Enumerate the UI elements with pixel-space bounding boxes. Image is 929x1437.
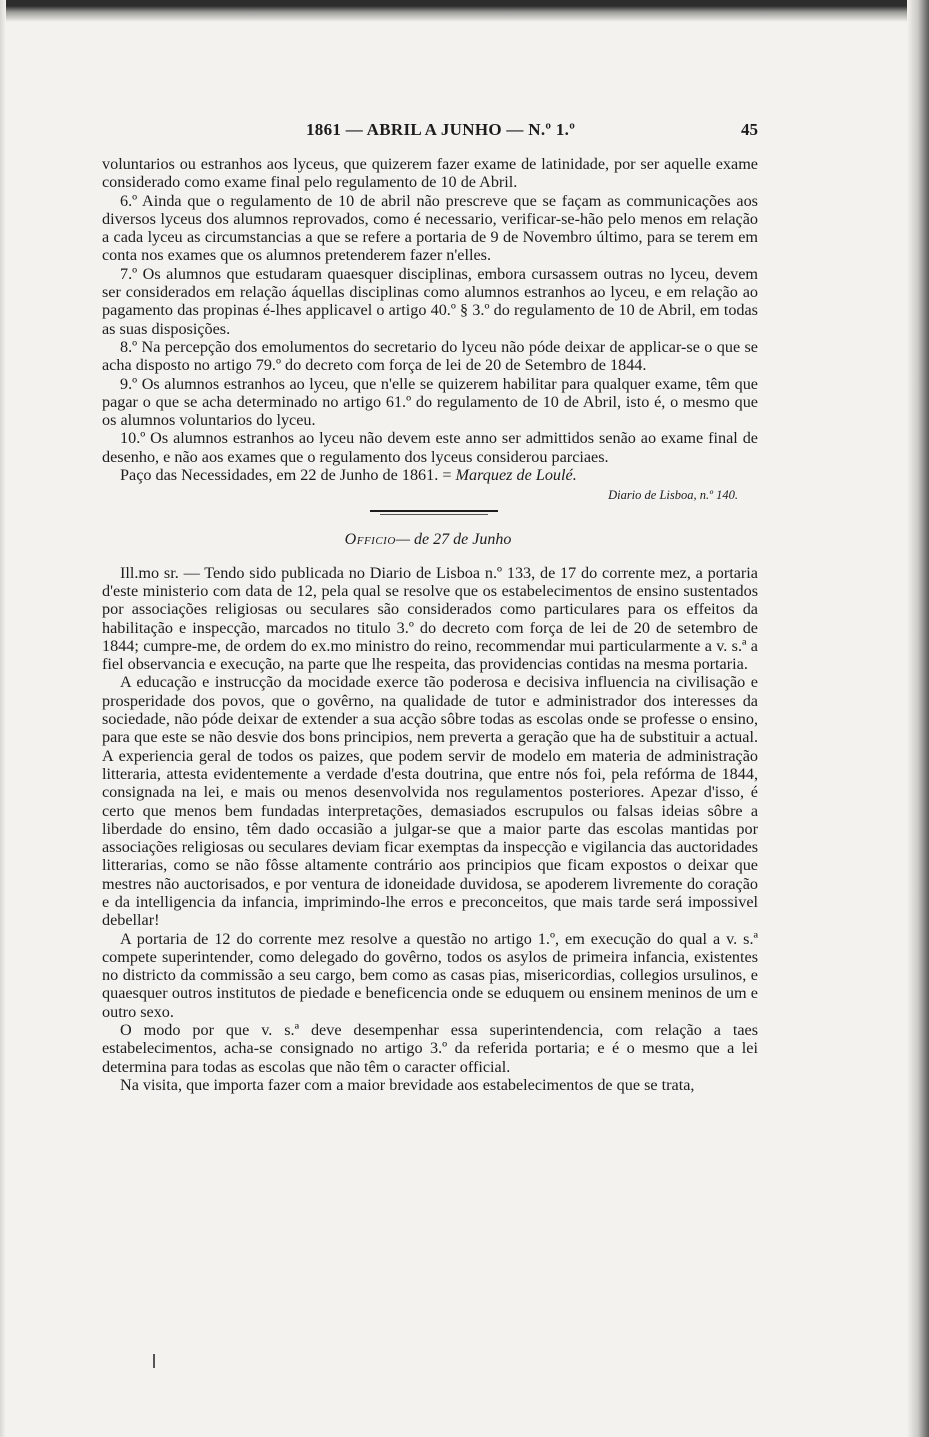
paragraph: voluntarios ou estranhos aos lyceus, que quizerem fazer exame de latinidade, por ser aquelle exame considerado como exame final pelo regulamento de 10 de Abril. — [102, 155, 758, 192]
scan-border-right — [907, 0, 929, 1437]
paragraph: Na visita, que importa fazer com a maior brevidade aos estabelecimentos de que se trata, — [120, 1075, 695, 1094]
signature-place-date: Paço das Necessidades, em 22 de Junho de 1861. = — [120, 466, 456, 485]
section-title — [98, 531, 758, 549]
paragraph: 10.º Os alumnos estranhos ao lyceu não devem este anno ser admittidos senão ao exame final de desenho, e não aos exames que o regulamento dos lyceus considerou parciaes. — [102, 429, 758, 466]
signature-line — [102, 466, 758, 484]
paragraph: 7.º Os alumnos que estudaram quaesquer disciplinas, embora cursassem outras no lyceu, devem ser considerados em relação áquellas disciplinas como alumnos estranhos ao lyceu, e em relação ao pagamento das propinas é-lhes applicavel o artigo 40.º § 3.º do regulamento de 10 de Abril, em todas as suas disposições. — [102, 264, 758, 338]
paragraph: O modo por que v. s.ª deve desempenhar essa superintendencia, com relação a taes estabelecimentos, acha-se consignado no artigo 3.º da referida portaria; e é o mesmo que a lei determina para todas as escolas que não têm o caracter official. — [102, 1021, 758, 1076]
paragraph: A portaria de 12 do corrente mez resolve a questão no artigo 1.º, em execução do qual a v. s.ª compete superintender, como delegado do govêrno, todos os asylos de primeira infancia, existentes no districto da commissão a seu cargo, bem como as casas pias, misericordias, collegios ursulinos, e quaesquer outros institutos de piedade e beneficencia onde se eduquem ou ensinem meninos de um e outro sexo. — [102, 929, 758, 1021]
body-text — [102, 155, 758, 1094]
signature-signer: Marquez de Loulé. — [455, 466, 577, 485]
source-citation: Diario de Lisboa, n.º 140. — [608, 488, 738, 503]
paragraph: 8.º Na percepção dos emolumentos do secretario do lyceu não póde deixar de applicar-se o que se acha disposto no artigo 79.º do decreto com força de lei de 20 de Setembro de 1844. — [102, 337, 758, 375]
scan-border-left — [0, 0, 6, 1437]
paragraph: 9.º Os alumnos estranhos ao lyceu, que n'elle se quizerem habilitar para qualquer exame, têm que pagar o que se acha determinado no artigo 61.º do regulamento de 10 de Abril, isto é, o mesmo que os alumnos voluntarios do lyceu. — [102, 374, 758, 430]
scan-border-top — [0, 0, 929, 22]
paragraph: A educação e instrucção da mocidade exerce tão poderosa e decisiva influencia na civilisação e prosperidade dos povos, que o govêrno, na qualidade de tutor e administrador dos interesses da sociedade, não póde deixar de extender a sua acção sôbre todas as escolas onde se professe o ensino, para que este se não desvie dos bons principios, nem preverta a geração que ha de substituir a actual. A experiencia geral de todos os paizes, que podem servir de modelo em materia de administração litteraria, attesta evidentemente a verdade d'esta doutrina, que entre nós foi, pela refórma de 1844, consignada na lei, e mais ou menos desenvolvida nos regulamentos posteriores. Apezar d'isso, é certo que menos bem fundadas interpretações, demasiados escrupulos ou falsas ideias sôbre a liberdade do ensino, têm dado occasião a julgar-se que a maior parte das escolas mantidas por associações religiosas ou seculares deviam ficar exemptas da inspecção e vigilancia das auctoridades litterarias, como se não fôsse altamente contrário aos principios que ficam expostos o deixar que mestres não auctorisados, e por ventura de idoneidade duvidosa, se apoderem livremente do coração e da intelligencia da infancia, imprimindo-lhe erros e preconceitos, que mais tarde será impossivel debellar! — [102, 673, 758, 930]
section-title-label: Officio — [344, 531, 396, 549]
page-number: 45 — [741, 120, 758, 139]
running-title: 1861 — ABRIL A JUNHO — N.º 1.º — [306, 120, 576, 139]
section-title-date: — de 27 de Junho — [395, 531, 512, 549]
section-divider — [370, 510, 498, 512]
pencil-mark — [153, 1354, 155, 1368]
paragraph: 6.º Ainda que o regulamento de 10 de abril não prescreve que se façam as communicações aos diversos lyceus dos alumnos reprovados, como é necessario, verificar-se-hão pelo menos em relação a cada lyceu as circumstancias a que se refere a portaria de 9 de Novembro último, para se terem em conta nos exames que os alumnos pretenderem fazer n'elles. — [102, 191, 758, 265]
paragraph: Ill.mo sr. — Tendo sido publicada no Diario de Lisboa n.º 133, de 17 do corrente mez, a portaria d'este ministerio com data de 12, pela qual se resolve que os estabelecimentos de ensino sustentados por associações religiosas ou seculares são considerados como particulares para os effeitos da habilitação e inspecção, marcados no titulo 3.º do decreto com força de lei de 20 de setembro de 1844; cumpre-me, de ordem do ex.mo ministro do reino, recommendar mui particularmente a v. s.ª a fiel observancia e execução, na parte que lhe respeita, das providencias contidas na mesma portaria. — [102, 563, 758, 674]
running-head — [102, 120, 758, 142]
